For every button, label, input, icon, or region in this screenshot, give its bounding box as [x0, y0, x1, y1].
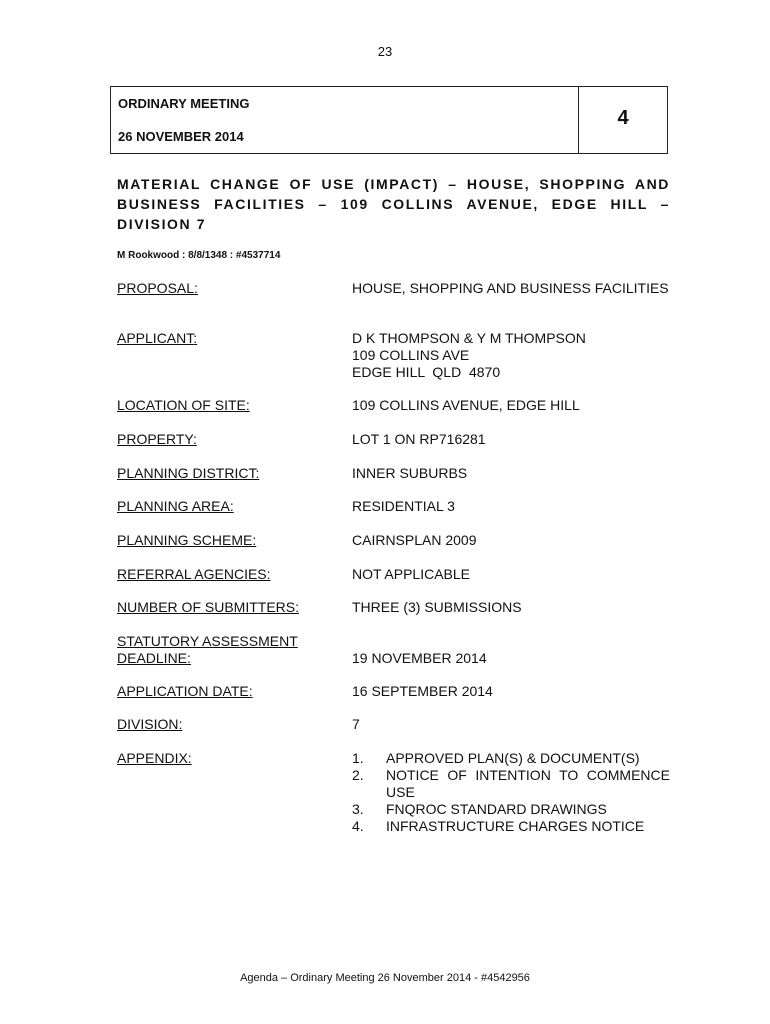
- item-number-cell: [579, 87, 667, 153]
- applicant-label: APPLICANT: [117, 330, 194, 346]
- proposal-value: HOUSE, SHOPPING AND BUSINESS FACILITIES: [352, 280, 669, 296]
- appendix-label: APPENDIX:: [117, 750, 192, 766]
- division-value: 7: [352, 716, 360, 732]
- applicant-name: D K THOMPSON & Y M THOMPSON: [352, 330, 586, 346]
- planning-area-value: RESIDENTIAL 3: [352, 498, 455, 514]
- meeting-info: [111, 87, 579, 153]
- applicant-value: [352, 330, 670, 381]
- meeting-date: 26 NOVEMBER 2014: [118, 129, 244, 144]
- deadline-label: [117, 633, 332, 667]
- appendix-item-number: 3.: [352, 801, 364, 817]
- division-label: DIVISION:: [117, 716, 183, 732]
- location-value: 109 COLLINS AVENUE, EDGE HILL: [352, 397, 580, 413]
- appendix-item-text: NOTICE OF INTENTION TO COMMENCE USE: [386, 767, 670, 800]
- appendix-list: [352, 750, 670, 835]
- appendix-item: [352, 818, 670, 835]
- meeting-header-box: [110, 86, 668, 154]
- meeting-name: ORDINARY MEETING: [118, 96, 250, 111]
- page-footer: Agenda – Ordinary Meeting 26 November 2014 - #4542956: [240, 972, 530, 984]
- submitters-value: THREE (3) SUBMISSIONS: [352, 599, 522, 615]
- appendix-item-text: FNQROC STANDARD DRAWINGS: [386, 801, 607, 817]
- planning-scheme-value: CAIRNSPLAN 2009: [352, 532, 477, 548]
- appendix-item: [352, 767, 670, 801]
- planning-scheme-label: PLANNING SCHEME:: [117, 532, 257, 548]
- author-reference: M Rookwood : 8/8/1348 : #4537714: [117, 250, 281, 261]
- location-label: LOCATION OF SITE:: [117, 397, 250, 413]
- appendix-item-text: APPROVED PLAN(S) & DOCUMENT(S): [386, 750, 640, 766]
- appendix-item-number: 1.: [352, 750, 364, 766]
- applicant-suburb: EDGE HILL QLD 4870: [352, 364, 501, 380]
- proposal-label: PROPOSAL: [117, 280, 195, 296]
- planning-district-value: INNER SUBURBS: [352, 465, 468, 481]
- referral-agencies-label: REFERRAL AGENCIES:: [117, 566, 271, 582]
- application-date-value: 16 SEPTEMBER 2014: [352, 683, 493, 699]
- property-label: PROPERTY:: [117, 431, 197, 447]
- appendix-item: [352, 801, 670, 818]
- appendix-item-text: INFRASTRUCTURE CHARGES NOTICE: [386, 818, 645, 834]
- property-value: LOT 1 ON RP716281: [352, 431, 486, 447]
- item-number: 4: [617, 106, 629, 129]
- appendix-item: [352, 750, 670, 767]
- deadline-label-line2: DEADLINE:: [117, 650, 191, 666]
- planning-area-label: PLANNING AREA:: [117, 498, 234, 514]
- report-title: MATERIAL CHANGE OF USE (IMPACT) – HOUSE, SHOPPING AND BUSINESS FACILITIES – 109 COLLINS AVENUE, EDGE HILL – DIVISION 7: [117, 176, 670, 232]
- page-number: 23: [377, 44, 393, 59]
- submitters-label: NUMBER OF SUBMITTERS:: [117, 599, 300, 615]
- appendix-item-number: 4.: [352, 818, 364, 834]
- applicant-street: 109 COLLINS AVE: [352, 347, 470, 363]
- planning-district-label: PLANNING DISTRICT:: [117, 465, 260, 481]
- deadline-value: 19 NOVEMBER 2014: [352, 650, 487, 666]
- deadline-label-line1: STATUTORY ASSESSMENT: [117, 633, 298, 649]
- referral-agencies-value: NOT APPLICABLE: [352, 566, 471, 582]
- appendix-item-number: 2.: [352, 767, 364, 783]
- application-date-label: APPLICATION DATE:: [117, 683, 253, 699]
